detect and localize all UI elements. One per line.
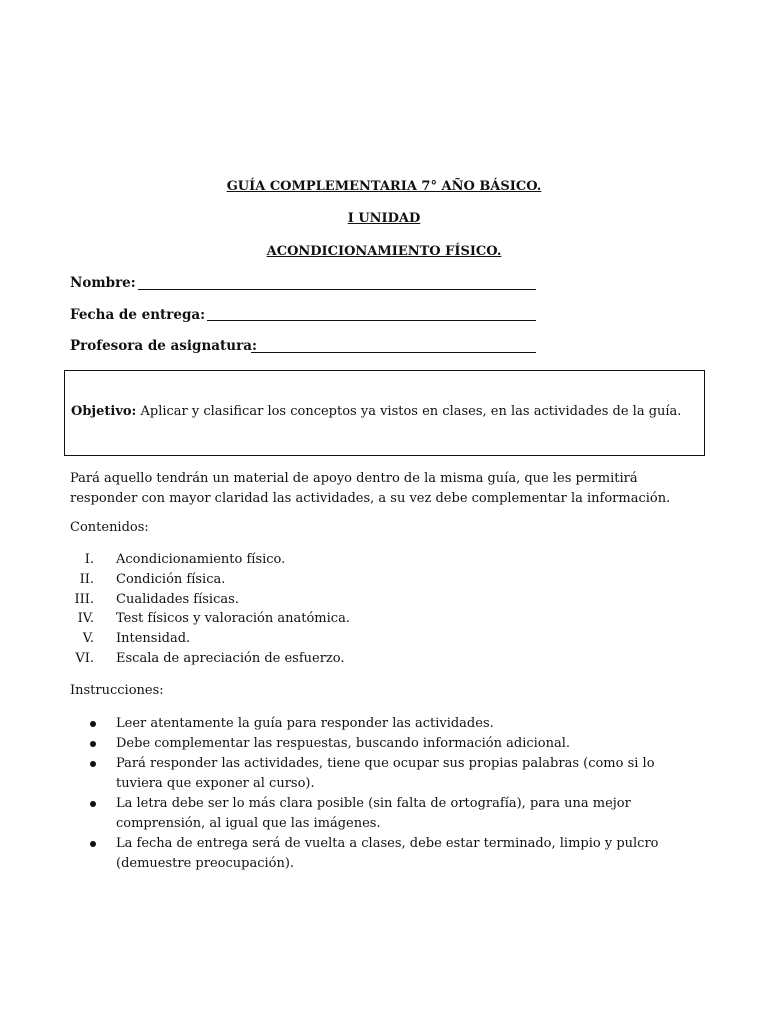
list-text: Leer atentamente la guía para responder las actividades. — [116, 716, 494, 731]
objective-label: Objetivo: — [71, 404, 137, 419]
list-number: I. — [84, 552, 94, 567]
subject-title: ACONDICIONAMIENTO FÍSICO. — [266, 244, 502, 259]
teacher-label: Profesora de asignatura: — [70, 338, 257, 354]
teacher-blank-line[interactable] — [251, 352, 536, 353]
bullet-icon — [90, 801, 96, 807]
list-number: VI. — [75, 650, 94, 666]
list-item — [70, 570, 710, 590]
list-text: Test físicos y valoración anatómica. — [116, 611, 350, 627]
list-item — [70, 629, 710, 649]
list-number: V. — [82, 631, 94, 647]
list-text: Condición física. — [116, 571, 226, 587]
list-item — [70, 794, 670, 834]
list-item — [70, 649, 710, 669]
list-number: IV. — [77, 611, 94, 627]
intro-line-2: responder con mayor claridad las actividades, a su vez debe complementar la información. — [70, 491, 671, 506]
list-item — [70, 754, 670, 794]
contents-list — [70, 550, 710, 669]
bullet-icon — [90, 741, 96, 747]
objective-body: Aplicar y clasificar los conceptos ya vistos en clases, en las actividades de la guía. — [136, 404, 682, 419]
list-text: Intensidad. — [116, 631, 191, 647]
contents-heading: Contenidos: — [70, 520, 149, 535]
instructions-list — [70, 714, 670, 874]
list-number: II. — [79, 571, 94, 587]
list-item — [70, 550, 710, 570]
list-item — [70, 714, 670, 734]
date-label: Fecha de entrega: — [70, 307, 206, 323]
unit-title: I UNIDAD — [347, 211, 421, 226]
name-label: Nombre: — [70, 275, 136, 291]
list-item — [70, 609, 710, 629]
objective-box — [64, 370, 705, 456]
document-title: GUÍA COMPLEMENTARIA 7° AÑO BÁSICO. — [226, 179, 542, 194]
list-text: Escala de apreciación de esfuerzo. — [116, 650, 345, 666]
name-blank-line[interactable] — [138, 289, 536, 290]
list-text: Pará responder las actividades, tiene que ocupar sus propias palabras (como si lo tuviera que exponer al curso). — [116, 756, 655, 791]
list-text: Acondicionamiento físico. — [116, 552, 286, 567]
list-number: III. — [74, 591, 94, 607]
list-text: La letra debe ser lo más clara posible (sin falta de ortografía), para una mejor comprensión, al igual que las imágenes. — [116, 796, 631, 831]
list-text: La fecha de entrega será de vuelta a clases, debe estar terminado, limpio y pulcro (demuestre preocupación). — [116, 836, 659, 871]
objective-text — [71, 404, 681, 419]
list-text: Cualidades físicas. — [116, 591, 239, 607]
instructions-heading: Instrucciones: — [70, 683, 164, 698]
list-item — [70, 590, 710, 610]
bullet-icon — [90, 721, 96, 727]
list-text: Debe complementar las respuestas, buscando información adicional. — [116, 736, 571, 751]
list-item — [70, 834, 670, 874]
bullet-icon — [90, 841, 96, 847]
date-blank-line[interactable] — [207, 320, 536, 321]
intro-line-1: Pará aquello tendrán un material de apoyo dentro de la misma guía, que les permitirá — [70, 471, 638, 486]
list-item — [70, 734, 670, 754]
bullet-icon — [90, 761, 96, 767]
intro-paragraph — [70, 469, 710, 509]
